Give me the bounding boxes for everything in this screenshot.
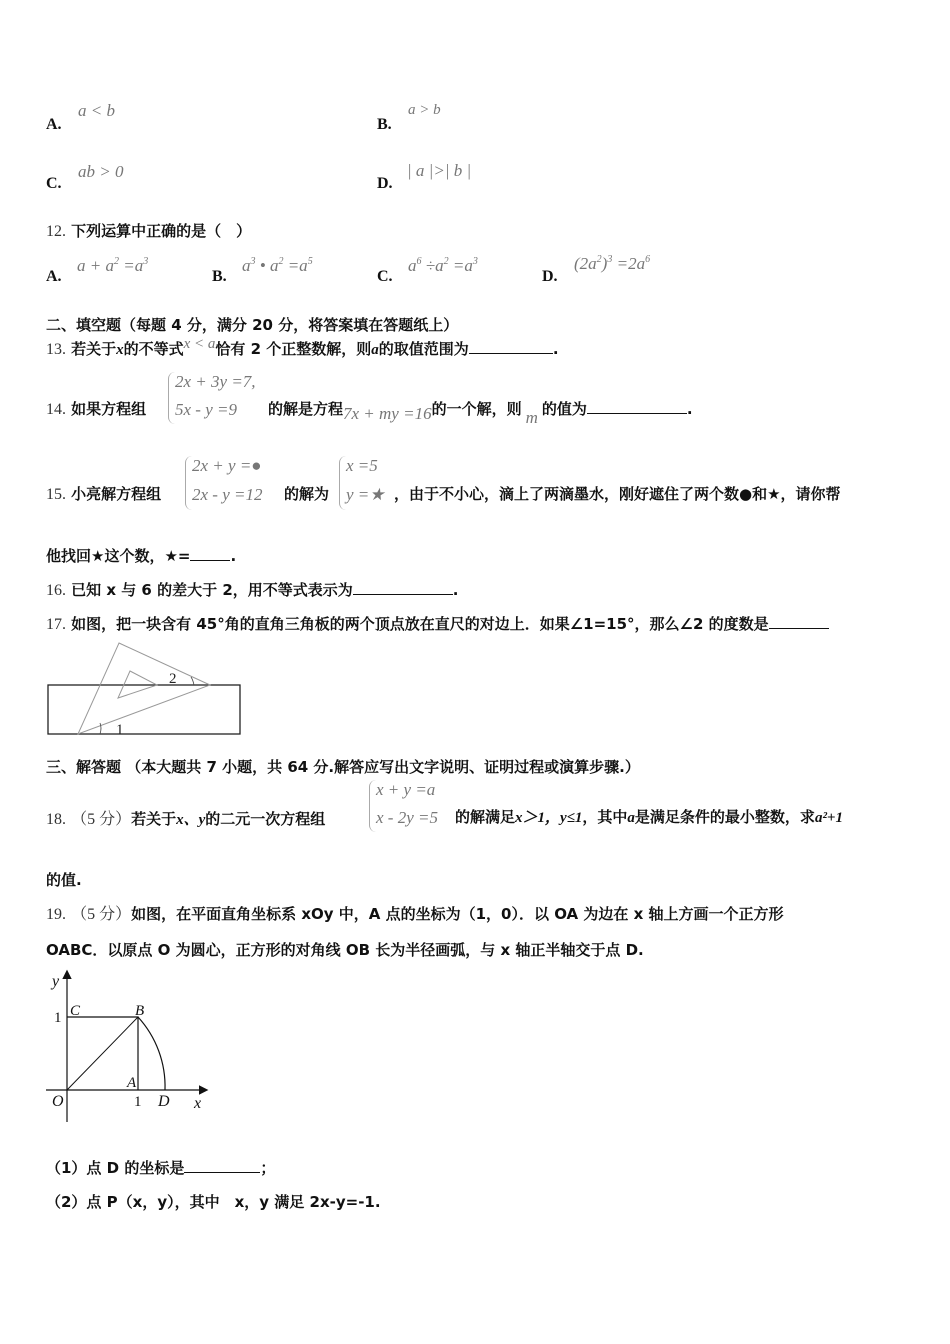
q11-option-b-expr: a > b: [408, 102, 441, 118]
q12-option-c-label: C.: [377, 268, 393, 285]
question-number: 19.: [46, 906, 66, 923]
equation-1: x + y =a: [376, 780, 436, 799]
question-number: 15.: [46, 486, 66, 503]
q12-option-b-expr: $a^3$ • $a^2 =a^5$: [242, 256, 313, 275]
answer-blank[interactable]: [769, 614, 829, 629]
answer-blank[interactable]: [190, 546, 230, 561]
variable-m: m: [525, 408, 538, 427]
q11-option-a-expr: a < b: [78, 101, 115, 120]
equation-2: x - 2y =5: [376, 808, 438, 827]
q12-option-b-label: B.: [212, 268, 227, 285]
q12-option-d-expr: $(2a^2)^3 =2a^6$: [574, 254, 651, 273]
arc-bd: [138, 1017, 165, 1090]
q12-option-c-expr: $a^6 \div a^2 =a^3$: [408, 256, 478, 275]
question-text: 小亮解方程组: [71, 485, 162, 503]
question-score: （5 分）: [71, 906, 132, 923]
question-19-line-2: OABC．以原点 O 为圆心，正方形的对角线 OB 长为半径画弧，与 x 轴正半轴交于点 D.: [46, 941, 644, 959]
equation-1: 2x + 3y =7,: [175, 372, 256, 391]
point-d-label: D: [158, 1093, 170, 1110]
q11-option-c-expr: ab > 0: [78, 162, 124, 181]
q11-option-a-label: A.: [46, 116, 62, 133]
question-text: 如图，把一块含有 45°角的直角三角板的两个顶点放在直尺的对边上．如果∠1=15°，那么∠2 的度数是: [71, 615, 769, 633]
question-text: （1）点 D 的坐标是: [46, 1159, 185, 1177]
point-a-label: A: [127, 1075, 137, 1091]
question-number: 14.: [46, 401, 66, 418]
q11-option-d-label: D.: [377, 175, 393, 192]
question-14-suffix: [268, 398, 693, 427]
question-19-sub-1: [46, 1157, 275, 1178]
question-number: 18.: [46, 811, 66, 828]
question-text: 他找回★这个数，★=: [46, 547, 191, 565]
question-18-line-2: 的值.: [46, 871, 82, 889]
point-c-label: C: [70, 1003, 81, 1019]
question-13: [46, 338, 559, 359]
answer-blank[interactable]: [469, 339, 553, 354]
question-12-stem: [46, 220, 251, 241]
angle-2-arc: [191, 677, 194, 685]
q11-option-b-label: B.: [377, 116, 392, 133]
equation-2: 5x - y =9: [175, 400, 237, 419]
question-score: （5 分）: [71, 811, 132, 828]
coordinate-figure: [40, 960, 230, 1130]
question-text: 若关于: [131, 810, 177, 828]
question-text: 的一个解，则: [431, 400, 522, 418]
x-tick-label: 1: [134, 1094, 142, 1110]
question-text: 恰有 2 个正整数解，则: [215, 340, 372, 358]
variable-a: a: [627, 810, 635, 826]
inequality: x < a: [183, 336, 216, 352]
variable-x: x: [116, 342, 124, 358]
punctuation: .: [230, 547, 237, 565]
x-axis-label: x: [194, 1095, 202, 1112]
q12-option-d-label: D.: [542, 268, 558, 285]
answer-blank[interactable]: [587, 399, 687, 414]
question-text: 的二元一次方程组: [205, 810, 326, 828]
question-text: 的取值范围为: [378, 340, 469, 358]
equation-3: 7x + my =16: [343, 404, 432, 423]
ruler-triangle-figure: [40, 635, 260, 745]
q11-option-c-label: C.: [46, 175, 62, 192]
equation-1: 2x + y =●: [192, 456, 262, 475]
question-text: ，由于不小心，滴上了两滴墨水，刚好遮住了两个数●和★，请你帮: [394, 485, 841, 503]
question-14-prefix: [46, 398, 146, 419]
origin-label: O: [52, 1093, 64, 1110]
condition: x＞1，y≤1: [515, 810, 583, 826]
system-brace: [185, 456, 192, 510]
expression: a²+1: [814, 810, 843, 826]
question-19-line-1: [46, 901, 784, 924]
equation-2: 2x - y =12: [192, 485, 263, 504]
question-18-suffix: [455, 806, 843, 827]
system-brace: [168, 372, 175, 424]
solution-x: x =5: [346, 456, 378, 475]
angle-2-label: 2: [169, 671, 177, 687]
q12-option-a-expr: $a + a^2 =a^3$: [77, 256, 149, 275]
y-tick-label: 1: [54, 1010, 62, 1026]
question-text: 已知 x 与 6 的差大于 2，用不等式表示为: [71, 581, 353, 599]
point-b-label: B: [135, 1003, 145, 1019]
question-17: [46, 613, 829, 634]
question-16: [46, 579, 458, 600]
answer-blank[interactable]: [184, 1158, 260, 1173]
variable-a: a: [371, 342, 379, 358]
question-15-line-2: [46, 545, 236, 566]
question-number: 16.: [46, 582, 66, 599]
punctuation: .: [452, 581, 459, 599]
solution-brace: [339, 456, 346, 510]
section-3-title: 三、解答题 （本大题共 7 小题，共 64 分.解答应写出文字说明、证明过程或演算步骤.）: [46, 758, 640, 776]
q11-option-d-expr: | a |>| b |: [407, 161, 472, 180]
question-text: 是满足条件的最小整数，求: [634, 808, 815, 826]
question-number: 13.: [46, 341, 66, 358]
y-axis-label: y: [52, 973, 60, 990]
question-19-sub-2: （2）点 P（x，y），其中 x，y 满足 2x-y=-1.: [46, 1193, 381, 1211]
solution-y: y =★: [346, 485, 385, 504]
punctuation: .: [552, 340, 559, 358]
question-15-prefix: [46, 483, 161, 504]
question-text: ，其中: [582, 808, 628, 826]
question-text: 如果方程组: [71, 400, 147, 418]
question-text: 若关于: [71, 340, 117, 358]
question-text: 的解满足: [455, 808, 516, 826]
question-18-prefix: [46, 806, 325, 829]
answer-blank[interactable]: [353, 580, 453, 595]
triangle-outer: [78, 643, 210, 734]
question-number: 17.: [46, 616, 66, 633]
angle-1-label: 1: [116, 722, 124, 738]
question-text: 如图，在平面直角坐标系 xOy 中，A 点的坐标为（1，0）．以 OA 为边在 x 轴上方画一个正方形: [131, 905, 784, 923]
variables: x、y: [176, 812, 206, 828]
question-text: 的解为: [284, 485, 330, 503]
question-number: 12.: [46, 223, 66, 240]
question-text: 的值为: [541, 400, 587, 418]
punctuation: .: [686, 400, 693, 418]
question-text: 的不等式: [123, 340, 184, 358]
punctuation: ；: [260, 1159, 276, 1177]
q12-option-a-label: A.: [46, 268, 62, 285]
question-text: 的解是方程: [268, 400, 344, 418]
question-text: 下列运算中正确的是（ ）: [71, 222, 252, 240]
angle-1-arc: [100, 723, 101, 734]
section-2-title: 二、填空题（每题 4 分，满分 20 分，将答案填在答题纸上）: [46, 316, 459, 334]
system-brace: [369, 780, 376, 832]
